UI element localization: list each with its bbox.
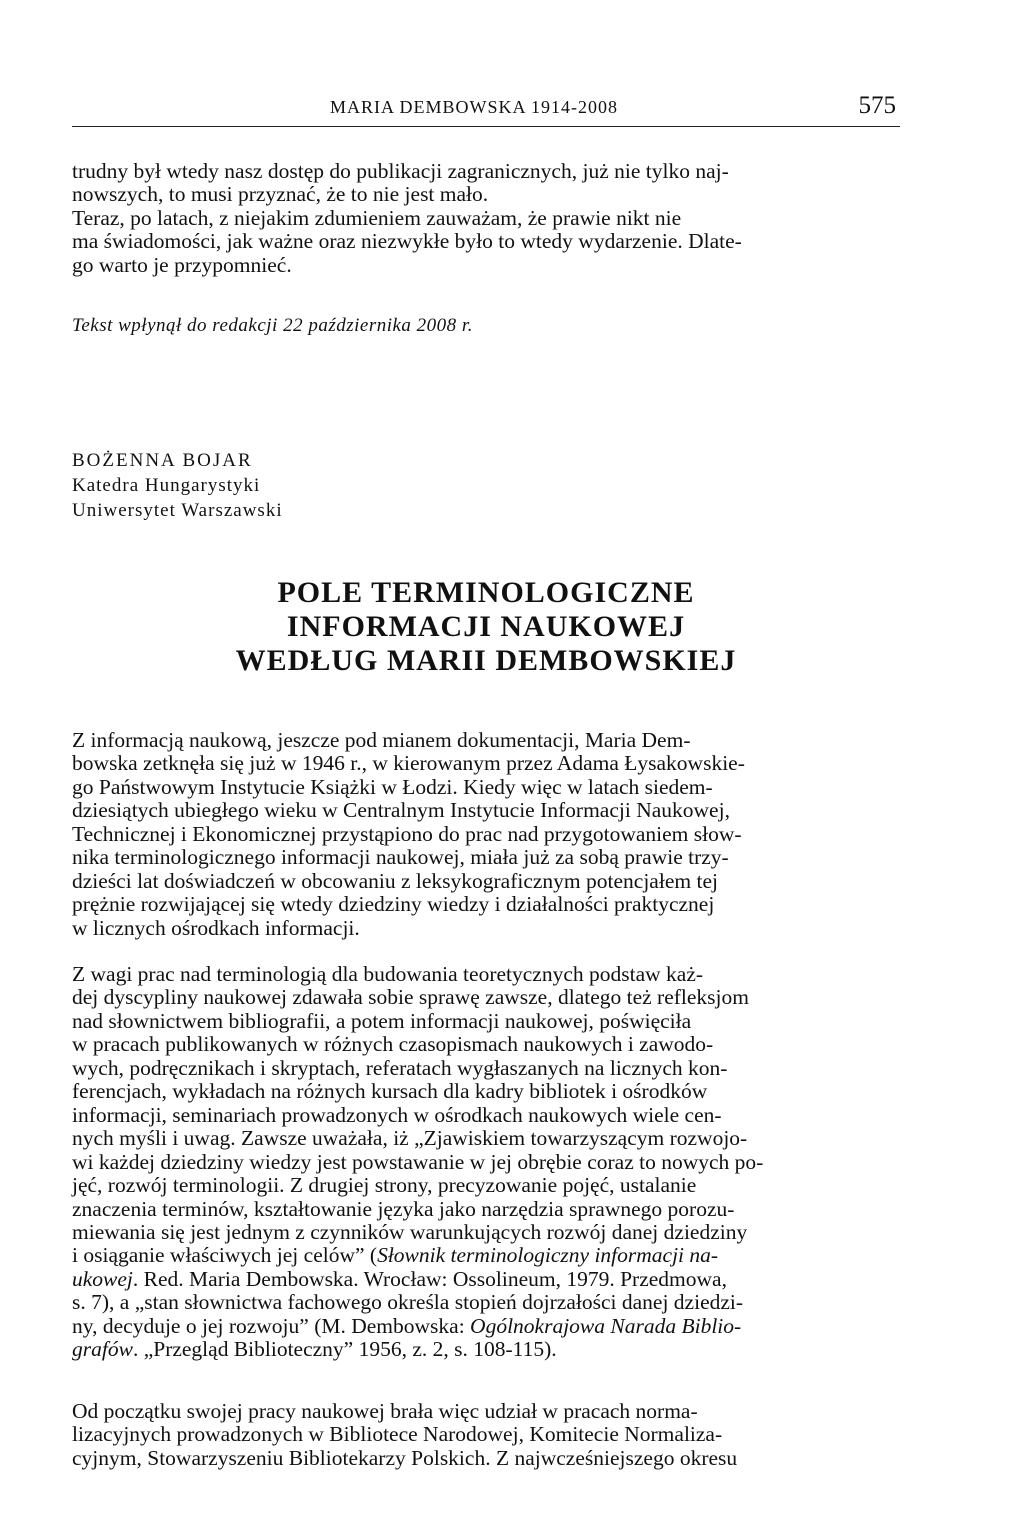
- author-department: Katedra Hungarystyki: [72, 475, 261, 496]
- page-number: 575: [858, 92, 896, 119]
- closing-paragraph: trudny był wtedy nasz dostęp do publikacji zagranicznych, już nie tylko naj- nowszych, to musi przyznać, że to nie jest mało. Teraz, po latach, z niejakim zdumieniem zauważam, że prawie nikt nie ma świadomości, jak ważne oraz niezwykłe było to wtedy wydarzenie. Dlate- go warto je przypomnieć.: [72, 159, 742, 277]
- citation-details-1: . Red. Maria Dembowska. Wrocław: Ossolineum, 1979. Przedmowa, s. 7), a „stan słownictwa fachowego określa stopień dojrzałości danej dziedzi- ny, decyduje o jej rozwoju” (M. Dembowska:: [72, 1266, 744, 1338]
- running-title: MARIA DEMBOWSKA 1914-2008: [330, 97, 619, 117]
- citation-title-narada: Ogólnokrajowa Narada Biblio- grafów: [72, 1313, 742, 1362]
- paragraph-2-text: Z wagi prac nad terminologią dla budowania teoretycznych podstaw każ- dej dyscypliny naukowej zdawała sobie sprawę zawsze, dlatego też refleksjom nad słownictwem bibliografii, a potem informacji naukowej, poświęciła w pracach publikowanych w różnych czasopismach naukowych i zawodo- wych, podręcznikach i skryptach, referatach wygłaszanych na licznych kon- ferencjach, wykładach na różnych kursach dla kadry bibliotek i ośrodków informacji, seminariach prowadzonych w ośrodkach naukowych wiele cen- nych myśli i uwag. Zawsze uważała, iż „Zjawiskiem towarzyszącym rozwojo- wi każdej dziedziny wiedzy jest powstawanie w jej obrębie coraz to nowych po- jęć, rozwój terminologii. Z drugiej strony, precyzowanie pojęć, ustalanie znaczenia terminów, kształtowanie języka jako narzędzia sprawnego porozu- miewania się jest jednym z czynników warunkujących rozwój danej dziedziny i osiąganie właściwych jej celów”: [72, 962, 764, 1268]
- author-affiliation: [72, 448, 283, 523]
- body-paragraph-2: Z wagi prac nad terminologią dla budowania teoretycznych podstaw każ- dej dyscypliny naukowej zdawała sobie sprawę zawsze, dlatego też refleksjom nad słownictwem bibliografii, a potem informacji naukowej, poświęciła w pracach publikowanych w różnych czasopismach naukowych i zawodo- wych, podręcznikach i skryptach, referatach wygłaszanych na licznych kon- ferencjach, wykładach na różnych kursach dla kadry bibliotek i ośrodków informacji, seminariach prowadzonych w ośrodkach naukowych wiele cen- nych myśli i uwag. Zawsze uważała, iż „Zjawiskiem towarzyszącym rozwojo- wi każdej dziedziny wiedzy jest powstawanie w jej obrębie coraz to nowych po- jęć, rozwój terminologii. Z drugiej strony, precyzowanie pojęć, ustalanie znaczenia terminów, kształtowanie języka jako narzędzia sprawnego porozu- miewania się jest jednym z czynników warunkujących rozwój danej dziedziny i osiąganie właściwych jej celów” (Słownik terminologiczny informacji na- ukowej. Red. Maria Dembowska. Wrocław: Ossolineum, 1979. Przedmowa, s. 7), a „stan słownictwa fachowego określa stopień dojrzałości danej dziedzi- ny, decyduje o jej rozwoju” (M. Dembowska: Ogólnokrajowa Narada Biblio- grafów. „Przegląd Biblioteczny” 1956, z. 2, s. 108-115).: [72, 962, 764, 1362]
- page-header: [72, 92, 900, 127]
- received-note: Tekst wpłynął do redakcji 22 października 2008 r.: [72, 315, 473, 336]
- body-paragraph-3: Od początku swojej pracy naukowej brała więc udział w pracach norma- lizacyjnych prowadzonych w Bibliotece Narodowej, Komitecie Normaliza- cyjnym, Stowarzyszeniu Bibliotekarzy Polskich. Z najwcześniejszego okresu: [72, 1399, 738, 1470]
- article-title: POLE TERMINOLOGICZNE INFORMACJI NAUKOWEJ WEDŁUG MARII DEMBOWSKIEJ: [235, 576, 737, 677]
- citation-details-2: . „Przegląd Biblioteczny” 1956, z. 2, s. 108-115).: [132, 1337, 557, 1362]
- citation-title-slownik: Słownik terminologiczny informacji na- ukowej: [72, 1243, 719, 1291]
- body-paragraph-1: Z informacją naukową, jeszcze pod mianem dokumentacji, Maria Dem- bowska zetknęła się już w 1946 r., w kierowanym przez Adama Łysakowskie- go Państwowym Instytucie Książki w Łodzi. Kiedy więc w latach siedem- dziesiątych ubiegłego wieku w Centralnym Instytucie Informacji Naukowej, Technicznej i Ekonomicznej przystąpiono do prac nad przygotowaniem słow- nika terminologicznego informacji naukowej, miała już za sobą prawie trzy- dzieści lat doświadczeń w obcowaniu z leksykograficznym potencjałem tej prężnie rozwijającej się wtedy dziedziny wiedzy i działalności praktycznej w licznych ośrodkach informacji.: [72, 728, 745, 940]
- author-name: BOŻENNA BOJAR: [72, 450, 253, 471]
- author-university: Uniwersytet Warszawski: [72, 500, 283, 521]
